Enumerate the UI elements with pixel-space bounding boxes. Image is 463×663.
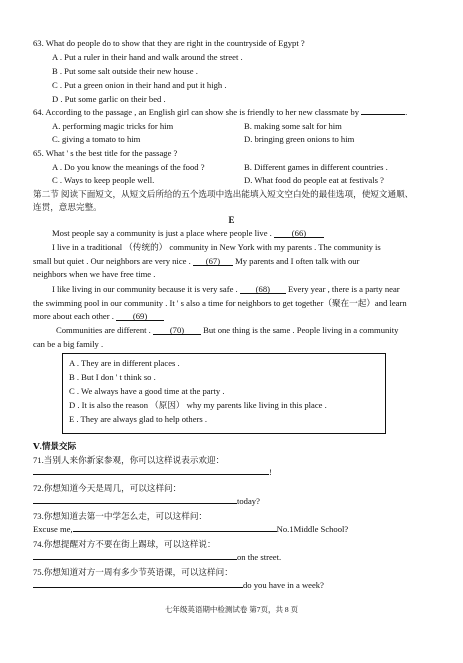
q71-end: ! [269, 467, 272, 477]
q63-stem: 63. What do people do to show that they are right in the countryside of Egypt ? [33, 38, 305, 48]
box-option-e: E . They are always glad to help others . [69, 414, 208, 424]
passage-text: Communities are different . [56, 325, 151, 335]
passage-line-1 [52, 228, 324, 239]
q63-option-c: C . Put a green onion in their hand and put it high . [52, 80, 227, 90]
q73-answer-blank[interactable] [73, 531, 277, 532]
q72-answer-line [33, 496, 260, 507]
passage-line-9: can be a big family . [33, 339, 104, 349]
section5-title: Ⅴ.情景交际 [33, 441, 77, 451]
q64-option-d: D. bringing green onions to him [244, 134, 355, 144]
passage-text: small but quiet . Our neighbors are very nice . [33, 256, 191, 266]
blank-69[interactable]: (69) [116, 311, 164, 321]
q75-answer-blank[interactable] [33, 587, 243, 588]
q63-option-d: D . Put some garlic on their bed . [52, 94, 166, 104]
q72-prompt: 72.你想知道今天是周几，可以这样问： [33, 483, 182, 493]
passage-text: Every year , there is a party near [288, 284, 400, 294]
passage-line-8 [56, 325, 398, 336]
q63-option-b: B . Put some salt outside their new house . [52, 66, 198, 76]
section2-instruction-1: 第二节 阅读下面短文，从短文后所给的五个选项中选出能填入短文空白处的最佳选项，使短文通顺、 [33, 189, 414, 199]
q72-answer-blank[interactable] [33, 503, 237, 504]
q75-answer-line [33, 580, 324, 591]
q63-option-a: A . Put a ruler in their hand and walk around the street . [52, 52, 243, 62]
q64-option-b: B. making some salt for him [244, 121, 342, 131]
blank-68[interactable]: (68) [240, 284, 286, 294]
passage-text: more about each other . [33, 311, 114, 321]
blank-67[interactable]: (67) [193, 256, 233, 266]
q65-option-a: A . Do you know the meanings of the food ? [52, 162, 205, 172]
q71-prompt: 71.当别人来你新家参观，你可以这样说表示欢迎： [33, 455, 225, 465]
q73-prompt: 73.你想知道去第一中学怎么走，可以这样问： [33, 511, 208, 521]
q71-answer-blank[interactable] [33, 474, 269, 475]
q74-end: on the street. [237, 552, 282, 562]
passage-text: I like living in our community because it is very safe . [52, 284, 238, 294]
q64-stem-line: 64. According to the passage , an English girl can show she is friendly to her new classmate by . [33, 107, 408, 117]
q65-option-c: C . Ways to keep people well. [52, 175, 155, 185]
blank-66[interactable]: (66) [274, 228, 324, 238]
page-footer: 七年级英语期中检测试卷 第7页，共 8 页 [164, 605, 299, 614]
q75-prompt: 75.你想知道对方一周有多少节英语课，可以这样问： [33, 567, 233, 577]
box-option-b: B . But I don ' t think so . [69, 372, 156, 382]
passage-line-2: I live in a traditional （传统的） community in New York with my parents . The community is [52, 242, 381, 252]
passage-line-6: the swimming pool in our community . It ' s also a time for neighbors to get together（聚在一起）and learn [33, 298, 407, 308]
q64-option-c: C. giving a tomato to him [52, 134, 141, 144]
q64-option-a: A. performing magic tricks for him [52, 121, 174, 131]
q74-answer-blank[interactable] [33, 559, 237, 560]
q65-option-b: B. Different games in different countries . [244, 162, 388, 172]
passage-line-4: neighbors when we have free time . [33, 269, 156, 279]
section2-instruction-2: 连贯，意思完整。 [33, 202, 102, 212]
blank-70[interactable]: (70) [153, 325, 201, 335]
passage-line-3 [33, 256, 359, 267]
box-option-a: A . They are in different places . [69, 358, 180, 368]
box-option-c: C . We always have a good time at the party . [69, 386, 225, 396]
q74-prompt: 74.你想提醒对方不要在街上踢球，可以这样说： [33, 539, 216, 549]
q72-end: today? [237, 496, 260, 506]
q75-end: do you have in a week? [243, 580, 324, 590]
q73-start: Excuse me, [33, 524, 73, 534]
box-option-d: D . It is also the reason （原因） why my parents like living in this place . [69, 400, 327, 410]
q65-option-d: D. What food do people eat at festivals ? [244, 175, 384, 185]
passage-line-5 [52, 284, 400, 295]
passage-text: My parents and I often talk with our [235, 256, 360, 266]
q65-stem: 65. What ' s the best title for the passage ? [33, 148, 178, 158]
passage-line-7 [33, 311, 164, 322]
q71-answer-line [33, 467, 272, 478]
passage-text: But one thing is the same . People living in a community [203, 325, 399, 335]
q74-answer-line [33, 552, 281, 563]
q64-answer-blank[interactable] [361, 114, 405, 115]
q64-stem: 64. According to the passage , an English girl can show she is friendly to her new classmate by [33, 107, 360, 117]
passage-letter: E [228, 215, 235, 225]
q73-end: No.1Middle School? [276, 524, 349, 534]
q73-answer-line [33, 524, 348, 535]
passage-text: Most people say a community is just a place where people live . [52, 228, 272, 238]
